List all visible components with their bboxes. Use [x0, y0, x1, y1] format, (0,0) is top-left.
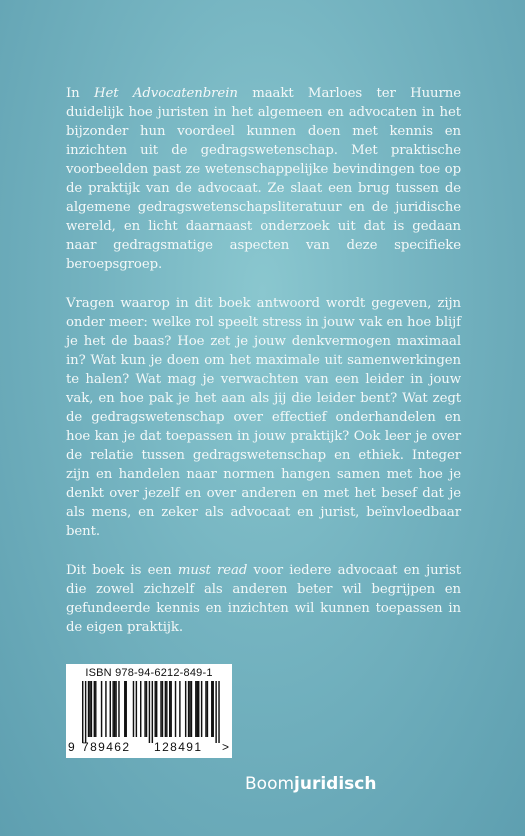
barcode-bar: [179, 681, 180, 737]
barcode-bar: [156, 681, 157, 737]
must-read-italic: must read: [177, 563, 248, 578]
blurb-text: [66, 84, 461, 657]
barcode-bar: [133, 681, 134, 737]
barcode-bar: [160, 681, 161, 737]
blurb-p3-intro: Dit boek is een: [66, 563, 178, 578]
barcode-bar: [85, 681, 86, 743]
barcode-bar: [146, 681, 147, 737]
barcode-bar: [115, 681, 116, 737]
barcode-bar: [185, 681, 186, 737]
barcode-bar: [155, 681, 156, 737]
barcode-bar: [197, 681, 198, 737]
ean-left-group: 789462: [82, 740, 131, 754]
barcode-bar: [166, 681, 167, 737]
barcode-bar: [126, 681, 127, 737]
blurb-p1-rest: maakt Marloes ter Huurne duidelijk hoe juristen in het algemeen en advocaten in het bijzonder hun voordeel kunnen doen met kennis en inzichten uit de gedragswetenschap. Met praktische voorbeelden past ze wetenschappelijke bevindingen toe op de praktijk van de advocaat. Ze slaat een brug tussen de algemene gedragswetenschapsliteratuur en de juridische wereld, en licht daarnaast onderzoek uit dat is gedaan naar gedragsmatige aspecten van deze specifieke beroepsgroep.: [66, 86, 462, 272]
barcode-bar: [198, 681, 199, 737]
barcode-bar: [91, 681, 92, 737]
barcode-bar: [188, 681, 189, 737]
barcode-bar: [136, 681, 137, 737]
barcode-bars: [76, 681, 222, 743]
barcode-bar: [169, 681, 170, 737]
barcode-bar: [94, 681, 95, 737]
barcode-bar: [201, 681, 202, 737]
blurb-paragraph-3: [66, 561, 461, 637]
barcode-bar: [114, 681, 115, 737]
barcode-bar: [152, 681, 153, 743]
barcode-bar: [175, 681, 176, 737]
publisher-logo: [245, 774, 376, 794]
blurb-paragraph-1: [66, 84, 461, 274]
barcode-bar: [140, 681, 141, 737]
barcode-bar: [118, 681, 119, 737]
barcode-bar: [112, 681, 113, 737]
barcode-bar: [110, 681, 111, 737]
isbn-label: ISBN 978-94-6212-849-1: [85, 667, 213, 679]
ean-first-digit: 9: [68, 740, 77, 754]
blurb-p3-rest: voor iedere advocaat en jurist die zowel zichzelf als anderen beter wil begrijpen en gefundeerde kennis en inzichten wil kunnen toepassen in de eigen praktijk.: [66, 563, 461, 635]
barcode-bar: [211, 681, 212, 737]
ean-right-group: 128491: [154, 740, 203, 754]
barcode-bar: [82, 681, 83, 743]
barcode-bar: [215, 681, 216, 743]
barcode-bar: [218, 681, 219, 743]
barcode-bar: [124, 681, 125, 737]
publisher-name-regular: Boom: [245, 774, 295, 794]
barcode-bar: [205, 681, 206, 737]
barcode-bar: [144, 681, 145, 737]
barcode-bar: [95, 681, 96, 737]
barcode-bar: [195, 681, 196, 737]
publisher-name-bold: juridisch: [294, 774, 377, 794]
blurb-p1-intro: In: [66, 86, 94, 101]
barcode-bar: [189, 681, 190, 737]
barcode-bar: [165, 681, 166, 737]
barcode-bar: [191, 681, 192, 737]
barcode-bar: [162, 681, 163, 737]
barcode-bar: [101, 681, 102, 737]
barcode-bar: [149, 681, 150, 743]
barcode-bar: [207, 681, 208, 737]
barcode-bar: [89, 681, 90, 737]
barcode-bar: [213, 681, 214, 737]
barcode-bar: [105, 681, 106, 737]
ean-quiet-zone-arrow: >: [222, 740, 231, 754]
barcode-bar: [88, 681, 89, 737]
barcode-bar: [170, 681, 171, 737]
isbn-barcode: [66, 664, 232, 758]
blurb-paragraph-2: Vragen waarop in dit boek antwoord wordt gegeven, zijn onder meer: welke rol speelt stress in jouw vak en hoe blijf je het de baas? Hoe zet je jouw denkvermogen maximaal in? Wat kun je doen om het maximale uit samenwerkingen te halen? Wat mag je verwachten van een leider in jouw vak, en hoe pak je het aan als jij die leider bent? Wat zegt de gedragswetenschap over effectief onderhandelen en hoe kan je dat toepassen in jouw praktijk? Ook leer je over de relatie tussen gedragswetenschap en ethiek. Integer zijn en handelen naar normen hangen samen met hoe je denkt over jezelf en over anderen en met het besef dat je als mens, en zeker als advocaat en jurist, beïnvloedbaar bent.: [66, 296, 461, 539]
book-title-italic: Het Advocatenbrein: [94, 86, 238, 101]
